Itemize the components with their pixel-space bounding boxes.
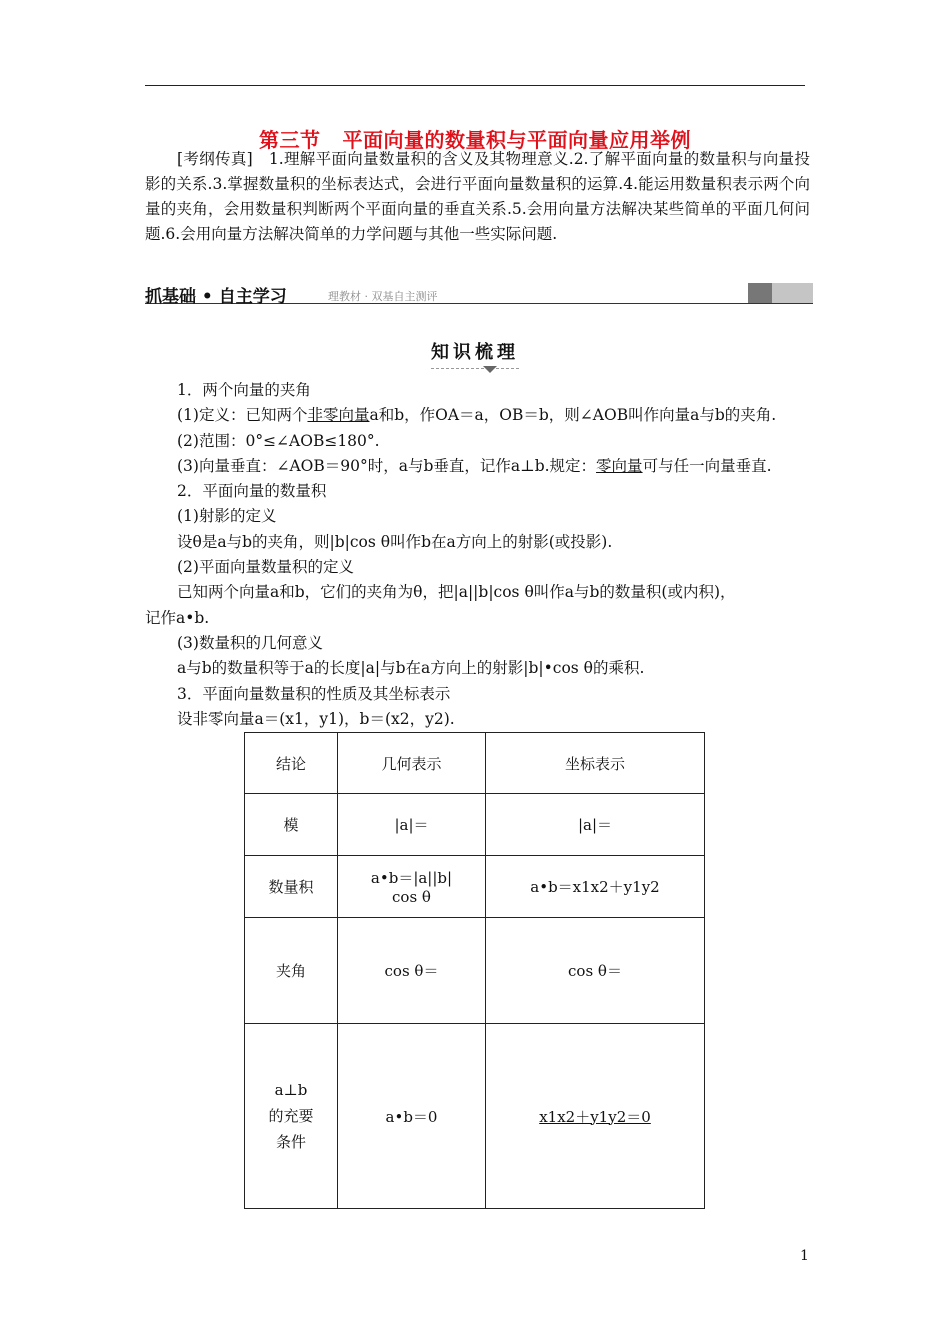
- table-row: 夹角 cos θ＝ cos θ＝: [245, 918, 705, 1024]
- banner-subtitle: 理教材 · 双基自主测评: [328, 290, 438, 303]
- heading-2: 2．平面向量的数量积: [177, 482, 327, 501]
- header-coordinate: 坐标表示: [486, 733, 705, 794]
- table-header-row: [245, 733, 705, 794]
- blank-perpendicular-condition: x1x2＋y1y2＝0: [539, 1107, 651, 1126]
- banner-light-block: [772, 283, 813, 303]
- projection-heading: (1)射影的定义: [177, 507, 277, 526]
- banner-title: 抓基础 • 自主学习: [145, 287, 287, 307]
- dot-product-text: 已知两个向量a和b，它们的夹角为θ，把|a||b|cos θ叫作a与b的数量积(或内积)，: [177, 583, 736, 602]
- header-conclusion: 结论: [245, 733, 338, 794]
- section-number: 第三节: [259, 128, 321, 152]
- dot-product-notation: 记作a•b.: [145, 608, 210, 627]
- table-row: 数量积 a•b＝|a||b| cos θ a•b＝x1x2＋y1y2: [245, 856, 705, 918]
- page-number: 1: [800, 1248, 809, 1264]
- properties-table: [244, 732, 705, 1209]
- blank-nonzero-vector: 非零向量: [307, 406, 370, 425]
- table-row: 模 |a|＝ |a|＝: [245, 794, 705, 856]
- knowledge-heading-text: 知识梳理: [431, 338, 519, 369]
- triangle-down-icon: [483, 366, 497, 373]
- geometric-meaning-heading: (3)数量积的几何意义: [177, 633, 323, 652]
- heading-3: 3．平面向量数量积的性质及其坐标表示: [177, 684, 451, 703]
- table-row: a⊥b 的充要 条件 a•b＝0 x1x2＋y1y2＝0: [245, 1024, 705, 1209]
- header-rule: [145, 85, 805, 86]
- knowledge-body: [145, 378, 810, 732]
- syllabus-outline: [考纲传真] 1.理解平面向量数量积的含义及其物理意义.2.了解平面向量的数量积与向量投影的关系.3.掌握数量积的坐标表达式，会进行平面向量数量积的运算.4.能运用数量积表示两个向量的夹角，会用数量积判断两个平面向量的垂直关系.5.会用向量方法解决某些简单的平面几何问题.6.会用向量方法解决简单的力学问题与其他一些实际问题.: [145, 150, 810, 243]
- study-banner: [145, 282, 813, 307]
- section-name: 平面向量的数量积与平面向量应用举例: [342, 128, 691, 152]
- range-line: (2)范围：0°≤∠AOB≤180°.: [177, 431, 380, 450]
- perpendicular-line: (3)向量垂直：∠AOB＝90°时，a与b垂直，记作a⊥b.规定：零向量可与任一向量垂直.: [177, 456, 772, 475]
- geometric-meaning-text: a与b的数量积等于a的长度|a|与b在a方向上的射影|b|•cos θ的乘积.: [177, 659, 645, 678]
- banner-dark-block: [748, 283, 772, 303]
- dot-product-heading: (2)平面向量数量积的定义: [177, 558, 354, 577]
- coordinate-setup: 设非零向量a＝(x1，y1)，b＝(x2，y2).: [177, 709, 455, 728]
- blank-zero-vector: 零向量: [596, 456, 643, 475]
- definition-line: (1)定义：已知两个非零向量a和b，作OA＝a，OB＝b，则∠AOB叫作向量a与b的夹角.: [177, 406, 777, 425]
- header-geometric: 几何表示: [338, 733, 486, 794]
- heading-1: 1．两个向量的夹角: [177, 381, 311, 399]
- knowledge-heading: [0, 338, 950, 369]
- projection-text: 设θ是a与b的夹角，则|b|cos θ叫作b在a方向上的射影(或投影).: [177, 532, 613, 551]
